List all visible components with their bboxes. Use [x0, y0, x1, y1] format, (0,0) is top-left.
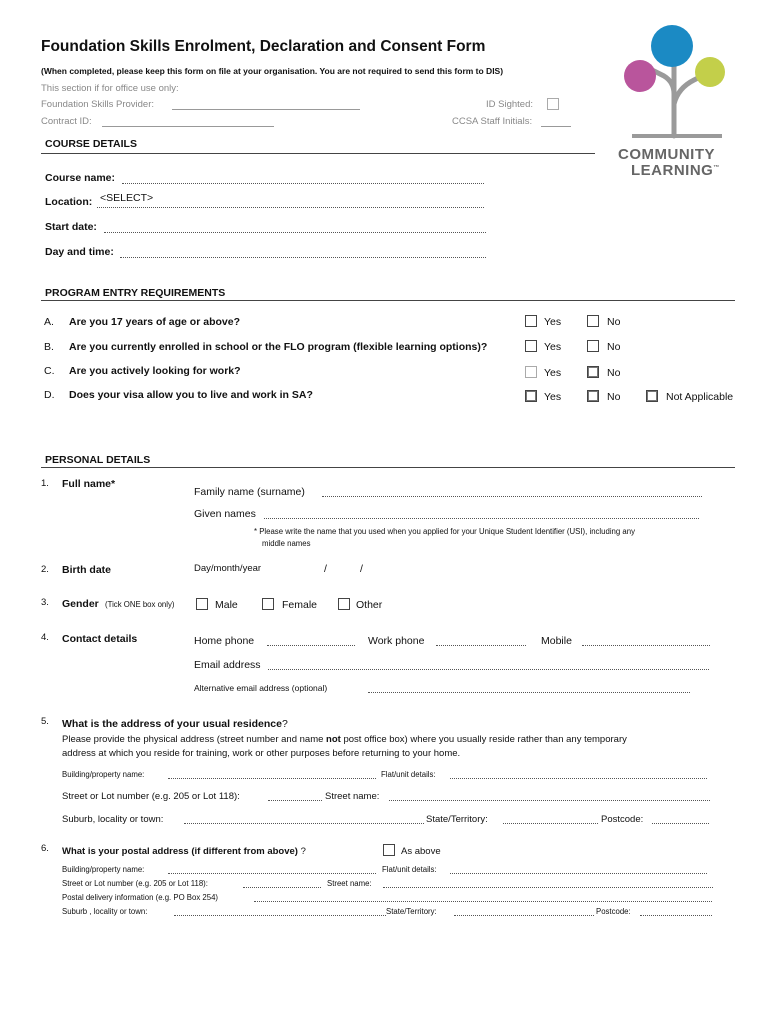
postal-suburb-label: Suburb , locality or town:	[62, 907, 148, 916]
street-name-field[interactable]	[389, 800, 710, 801]
dmy-label: Day/month/year	[194, 563, 262, 574]
location-field[interactable]	[97, 207, 484, 208]
question-d-yes-checkbox[interactable]	[525, 390, 537, 402]
not-applicable-label: Not Applicable	[666, 391, 734, 403]
building-label: Building/property name:	[62, 770, 145, 779]
personal-heading: PERSONAL DETAILS	[45, 454, 151, 466]
question-a-text: Are you 17 years of age or above?	[69, 316, 240, 328]
tree-icon	[612, 24, 742, 144]
question-letter: B.	[44, 341, 54, 353]
office-use-note: This section if for office use only:	[41, 83, 179, 94]
question-letter: A.	[44, 316, 54, 328]
alt-email-label: Alternative email address (optional)	[194, 683, 328, 693]
mobile-field[interactable]	[582, 645, 710, 646]
yes-label: Yes	[544, 316, 562, 328]
provider-field[interactable]	[172, 109, 360, 110]
personal-divider	[41, 467, 735, 468]
postal-street-lot-field[interactable]	[243, 887, 321, 888]
q4-number: 4.	[41, 632, 49, 643]
residence-question: What is the address of your usual residence?	[62, 718, 288, 730]
question-a-yes-checkbox[interactable]	[525, 315, 537, 327]
contact-details-label: Contact details	[62, 633, 138, 645]
no-label: No	[607, 391, 621, 403]
postal-delivery-label: Postal delivery information (e.g. PO Box 254)	[62, 893, 219, 902]
no-label: No	[607, 316, 621, 328]
question-c-no-checkbox[interactable]	[587, 366, 599, 378]
question-letter: C.	[44, 365, 55, 377]
suburb-field[interactable]	[184, 823, 424, 824]
postal-postcode-field[interactable]	[640, 915, 712, 916]
q3-number: 3.	[41, 597, 49, 608]
community-learning-logo	[612, 24, 742, 144]
postcode-field[interactable]	[652, 823, 709, 824]
female-label: Female	[282, 599, 318, 611]
building-field[interactable]	[168, 778, 376, 779]
postcode-label: Postcode:	[601, 814, 644, 825]
postal-street-lot-label: Street or Lot number (e.g. 205 or Lot 118):	[62, 879, 208, 888]
gender-label: Gender	[62, 598, 99, 610]
residence-note: Please provide the physical address (street number and name not post office box) where you usually reside rather than any temporary	[62, 734, 627, 745]
logo-line2: LEARNING™	[631, 162, 720, 179]
day-time-label: Day and time:	[45, 246, 114, 258]
question-d-text: Does your visa allow you to live and work in SA?	[69, 389, 313, 401]
state-label: State/Territory:	[426, 814, 488, 825]
given-names-label: Given names	[194, 508, 256, 520]
name-note: * Please write the name that you used when you applied for your Unique Student Identifier (USI), including any	[254, 527, 635, 536]
question-b-yes-checkbox[interactable]	[525, 340, 537, 352]
postal-state-field[interactable]	[454, 915, 594, 916]
street-lot-label: Street or Lot number (e.g. 205 or Lot 118):	[62, 791, 240, 802]
no-label: No	[607, 367, 621, 379]
other-checkbox[interactable]	[338, 598, 350, 610]
other-label: Other	[356, 599, 383, 611]
family-name-field[interactable]	[322, 496, 702, 497]
postal-question: What is your postal address (if different from above) ?	[62, 846, 306, 857]
course-name-field[interactable]	[122, 183, 484, 184]
program-divider	[41, 300, 735, 301]
yes-label: Yes	[544, 367, 562, 379]
postal-state-label: State/Territory:	[386, 907, 437, 916]
id-sighted-label: ID Sighted:	[486, 99, 533, 110]
full-name-label: Full name*	[62, 478, 116, 490]
family-name-label: Family name (surname)	[194, 486, 305, 498]
flat-field[interactable]	[450, 778, 707, 779]
course-divider	[41, 153, 595, 154]
postal-suburb-field[interactable]	[174, 915, 386, 916]
date-slash: /	[360, 563, 363, 575]
form-title: Foundation Skills Enrolment, Declaration and Consent Form	[41, 38, 486, 55]
postal-flat-label: Flat/unit details:	[382, 865, 437, 874]
question-letter: D.	[44, 389, 55, 401]
question-d-na-checkbox[interactable]	[646, 390, 658, 402]
postal-delivery-field[interactable]	[254, 901, 712, 902]
postal-flat-field[interactable]	[450, 873, 707, 874]
ccsa-field[interactable]	[541, 126, 571, 127]
gender-note: (Tick ONE box only)	[105, 600, 175, 609]
ccsa-label: CCSA Staff Initials:	[452, 116, 533, 127]
postal-building-field[interactable]	[168, 873, 376, 874]
course-details-heading: COURSE DETAILS	[45, 138, 137, 150]
given-names-field[interactable]	[264, 518, 699, 519]
start-date-field[interactable]	[104, 232, 486, 233]
location-select[interactable]: <SELECT>	[100, 192, 154, 204]
contract-field[interactable]	[102, 126, 274, 127]
course-name-label: Course name:	[45, 172, 116, 184]
question-c-yes-checkbox[interactable]	[525, 366, 537, 378]
postal-street-name-field[interactable]	[383, 887, 713, 888]
program-heading: PROGRAM ENTRY REQUIREMENTS	[45, 287, 226, 299]
date-slash: /	[324, 563, 327, 575]
day-time-field[interactable]	[120, 257, 486, 258]
question-d-no-checkbox[interactable]	[587, 390, 599, 402]
question-b-text: Are you currently enrolled in school or the FLO program (flexible learning options)?	[69, 341, 488, 353]
home-phone-label: Home phone	[194, 635, 255, 647]
as-above-checkbox[interactable]	[383, 844, 395, 856]
work-phone-label: Work phone	[368, 635, 425, 647]
question-a-no-checkbox[interactable]	[587, 315, 599, 327]
mobile-label: Mobile	[541, 635, 572, 647]
flat-label: Flat/unit details:	[381, 770, 436, 779]
home-phone-field[interactable]	[267, 645, 355, 646]
question-c-text: Are you actively looking for work?	[69, 365, 241, 377]
q6-number: 6.	[41, 843, 49, 854]
suburb-label: Suburb, locality or town:	[62, 814, 164, 825]
work-phone-field[interactable]	[436, 645, 526, 646]
q1-number: 1.	[41, 478, 49, 489]
name-note-cont: middle names	[262, 539, 311, 548]
no-label: No	[607, 341, 621, 353]
male-label: Male	[215, 599, 238, 611]
male-checkbox[interactable]	[196, 598, 208, 610]
email-field[interactable]	[268, 669, 709, 670]
yes-label: Yes	[544, 391, 562, 403]
location-label: Location:	[45, 196, 93, 208]
street-lot-field[interactable]	[268, 800, 322, 801]
birth-date-label: Birth date	[62, 564, 112, 576]
id-sighted-checkbox[interactable]	[547, 98, 559, 110]
form-subtitle: (When completed, please keep this form on file at your organisation. You are not required to send this form to DIS)	[41, 66, 504, 76]
as-above-label: As above	[401, 846, 441, 857]
question-b-no-checkbox[interactable]	[587, 340, 599, 352]
q5-number: 5.	[41, 716, 49, 727]
email-label: Email address	[194, 659, 261, 671]
postal-street-name-label: Street name:	[327, 879, 372, 888]
contract-label: Contract ID:	[41, 116, 92, 127]
street-name-label: Street name:	[325, 791, 380, 802]
postal-postcode-label: Postcode:	[596, 907, 631, 916]
provider-label: Foundation Skills Provider:	[41, 99, 154, 110]
state-field[interactable]	[503, 823, 598, 824]
residence-note-cont: address at which you reside for training, work or other purposes before returning to your home.	[62, 748, 461, 759]
q2-number: 2.	[41, 564, 49, 575]
female-checkbox[interactable]	[262, 598, 274, 610]
alt-email-field[interactable]	[368, 692, 690, 693]
start-date-label: Start date:	[45, 221, 97, 233]
postal-building-label: Building/property name:	[62, 865, 145, 874]
yes-label: Yes	[544, 341, 562, 353]
logo-line1: COMMUNITY	[618, 146, 715, 163]
